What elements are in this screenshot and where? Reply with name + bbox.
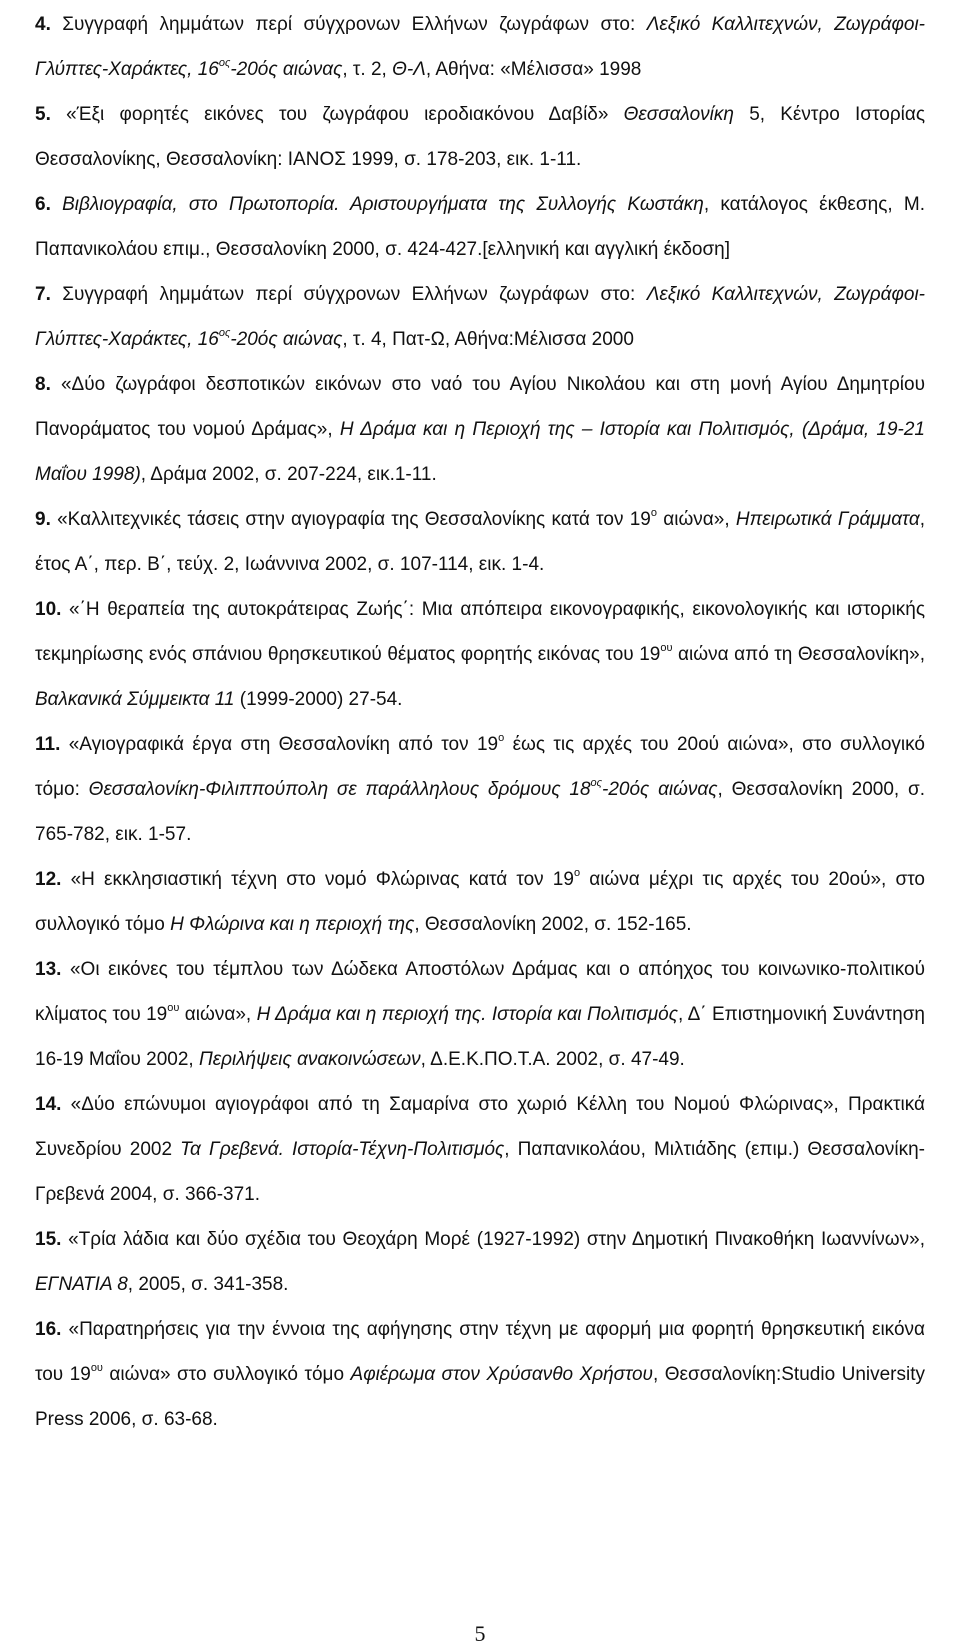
superscript-ordinal: ου [90,1362,103,1374]
entry-text: αιώνα» στο συλλογικό τόμο [102,1364,351,1385]
entry-text: , 2005, σ. 341-358. [127,1274,289,1295]
italic-title: Βιβλιογραφία, στο Πρωτοπορία. Αριστουργήματα της Συλλογής Κωστάκη [50,194,704,215]
bibliography-entry [35,1217,925,1307]
bibliography-entry [35,92,925,182]
italic-title: Η Δράμα και η Περιοχή της – Ιστορία και Πολιτισμός, (Δράμα, 19-21 Μαΐου 1998) [35,419,926,485]
entry-text: 5, Κέντρο Ιστορίας Θεσσαλονίκης, Θεσσαλονίκη: ΙΑΝΟΣ 1999, σ. 178-203, εικ. 1-11. [35,104,925,170]
italic-title: Θεσσαλονίκη [623,104,734,125]
entry-text: , Δ΄ Επιστημονική Συνάντηση 16-19 Μαΐου 2002, [35,1004,925,1070]
italic-title: Τα Γρεβενά. Ιστορία-Τέχνη-Πολιτισμός [180,1139,505,1160]
italic-title: -20ός αιώνας [230,329,343,350]
entry-text: αιώνα από τη Θεσσαλονίκη», [672,644,925,665]
page-number: 5 [474,1621,486,1646]
entry-text: αιώνα μέχρι τις αρχές του 20ού», στο συλλογικό τόμο [35,869,925,935]
entry-number: 14. [35,1094,62,1115]
entry-text: , τ. 2, [342,59,393,80]
entry-number: 13. [35,959,62,980]
entry-text: Συγγραφή λημμάτων περί σύγχρονων Ελλήνων ζωγράφων στο: [50,284,647,305]
entry-number: 11. [35,734,61,755]
italic-title: Ηπειρωτικά Γράμματα [735,509,920,530]
entry-text: «Η εκκλησιαστική τέχνη στο νομό Φλώρινας κατά τον 19 [61,869,574,890]
entry-text: , έτος Α΄, περ. Β΄, τεύχ. 2, Ιωάννινα 2002, σ. 107-114, εικ. 1-4. [35,509,925,575]
entry-number: 8. [35,374,51,395]
entry-text: «΄Η θεραπεία της αυτοκράτειρας Ζωής΄: Μια απόπειρα εικονογραφικής, εικονολογικής και ιστορικής τεκμηρίωσης ενός σπάνιου θρησκευτικού θέματος φορητής εικόνας του 19 [35,599,925,665]
superscript-ordinal: ο [498,732,505,744]
italic-title: Λεξικό Καλλιτεχνών, Ζωγράφοι-Γλύπτες-Χαράκτες, 16 [35,284,925,350]
entry-text: , Θεσσαλονίκη:Studio University Press 2006, σ. 63-68. [35,1364,926,1430]
bibliography-entry [35,857,925,947]
entry-number: 16. [35,1319,62,1340]
italic-title: Η Φλώρινα και η περιοχή της [170,914,415,935]
entry-text: Συγγραφή λημμάτων περί σύγχρονων Ελλήνων ζωγράφων στο: [50,14,647,35]
italic-title: Βαλκανικά Σύμμεικτα 11 [35,689,235,710]
bibliography-entry [35,722,925,857]
bibliography-entry [35,1307,925,1442]
superscript-ordinal: ος [590,777,602,789]
entry-text: «Έξι φορητές εικόνες του ζωγράφου ιεροδιακόνου Δαβίδ» [50,104,624,125]
italic-title: Αφιέρωμα στον Χρύσανθο Χρήστου [350,1364,653,1385]
italic-title: Θεσσαλονίκη-Φιλιππούπολη σε παράλληλους δρόμους 18 [88,779,591,800]
entry-number: 6. [35,194,51,215]
italic-title: Λεξικό Καλλιτεχνών, Ζωγράφοι-Γλύπτες-Χαράκτες, 16 [35,14,925,80]
italic-title: Η Δράμα και η περιοχή της. Ιστορία και Πολιτισμός [256,1004,678,1025]
entry-text: «Παρατηρήσεις για την έννοια της αφήγησης στην τέχνη με αφορμή μια φορητή θρησκευτική εικόνα του 19 [35,1319,925,1385]
entry-number: 5. [35,104,51,125]
bibliography-entry [35,182,925,272]
italic-title: Περιλήψεις ανακοινώσεων [198,1049,421,1070]
entry-text: , Παπανικολάου, Μιλτιάδης (επιμ.) Θεσσαλονίκη-Γρεβενά 2004, σ. 366-371. [35,1139,925,1205]
bibliography-entry [35,587,925,722]
entry-text: «Δύο ζωγράφοι δεσποτικών εικόνων στο ναό του Αγίου Νικολάου και στη μονή Αγίου Δημητρίου Πανοράματος του νομού Δράμας», [35,374,925,440]
entry-text: , Θεσσαλονίκη 2000, σ. 765-782, εικ. 1-57. [35,779,925,845]
bibliography-entry [35,362,925,497]
bibliography-list [35,2,925,1442]
superscript-ordinal: ου [660,642,673,654]
entry-number: 10. [35,599,62,620]
entry-text: «Δύο επώνυμοι αγιογράφοι από τη Σαμαρίνα στο χωριό Κέλλη του Νομού Φλώρινας», Πρακτικά Συνεδρίου 2002 [35,1094,925,1160]
bibliography-entry [35,2,925,92]
entry-text: «Αγιογραφικά έργα στη Θεσσαλονίκη από τον 19 [60,734,499,755]
entry-text: «Τρία λάδια και δύο σχέδια του Θεοχάρη Μορέ (1927-1992) στην Δημοτική Πινακοθήκη Ιωαννίνων», [61,1229,925,1250]
entry-text: , Δ.Ε.Κ.ΠΟ.Τ.Α. 2002, σ. 47-49. [420,1049,685,1070]
italic-title: ΕΓΝΑΤΙΑ 8 [35,1274,128,1295]
bibliography-entry [35,497,925,587]
superscript-ordinal: ου [167,1002,180,1014]
entry-text: έως τις αρχές του 20ού αιώνα», στο συλλογικό τόμο: [35,734,925,800]
bibliography-entry [35,947,925,1082]
bibliography-entry [35,1082,925,1217]
italic-title: -20ός αιώνας [602,779,718,800]
italic-title: Θ-Λ [392,59,426,80]
entry-number: 9. [35,509,51,530]
entry-text: , Αθήνα: «Μέλισσα» 1998 [425,59,642,80]
entry-text: , κατάλογος έκθεσης, Μ. Παπανικολάου επιμ., Θεσσαλονίκη 2000, σ. 424-427.[ελληνική και αγγλική έκδοση] [35,194,925,260]
superscript-ordinal: ος [218,57,231,69]
entry-text: , Δράμα 2002, σ. 207-224, εικ.1-11. [140,464,437,485]
entry-number: 4. [35,14,51,35]
entry-text: αιώνα», [179,1004,257,1025]
entry-text: (1999-2000) 27-54. [234,689,403,710]
entry-text: , τ. 4, Πατ-Ω, Αθήνα:Μέλισσα 2000 [342,329,634,350]
superscript-ordinal: ο [573,867,581,879]
entry-text: αιώνα», [656,509,736,530]
superscript-ordinal: ο [650,507,657,519]
entry-number: 15. [35,1229,62,1250]
italic-title: -20ός αιώνας [230,59,343,80]
superscript-ordinal: ος [218,327,231,339]
entry-number: 12. [35,869,62,890]
bibliography-entry [35,272,925,362]
entry-number: 7. [35,284,51,305]
entry-text: «Καλλιτεχνικές τάσεις στην αγιογραφία της Θεσσαλονίκης κατά τον 19 [50,509,651,530]
entry-text: , Θεσσαλονίκη 2002, σ. 152-165. [414,914,692,935]
entry-text: «Οι εικόνες του τέμπλου των Δώδεκα Αποστόλων Δράμας και ο απόηχος του κοινωνικο-πολιτικού κλίματος του 19 [35,959,925,1025]
